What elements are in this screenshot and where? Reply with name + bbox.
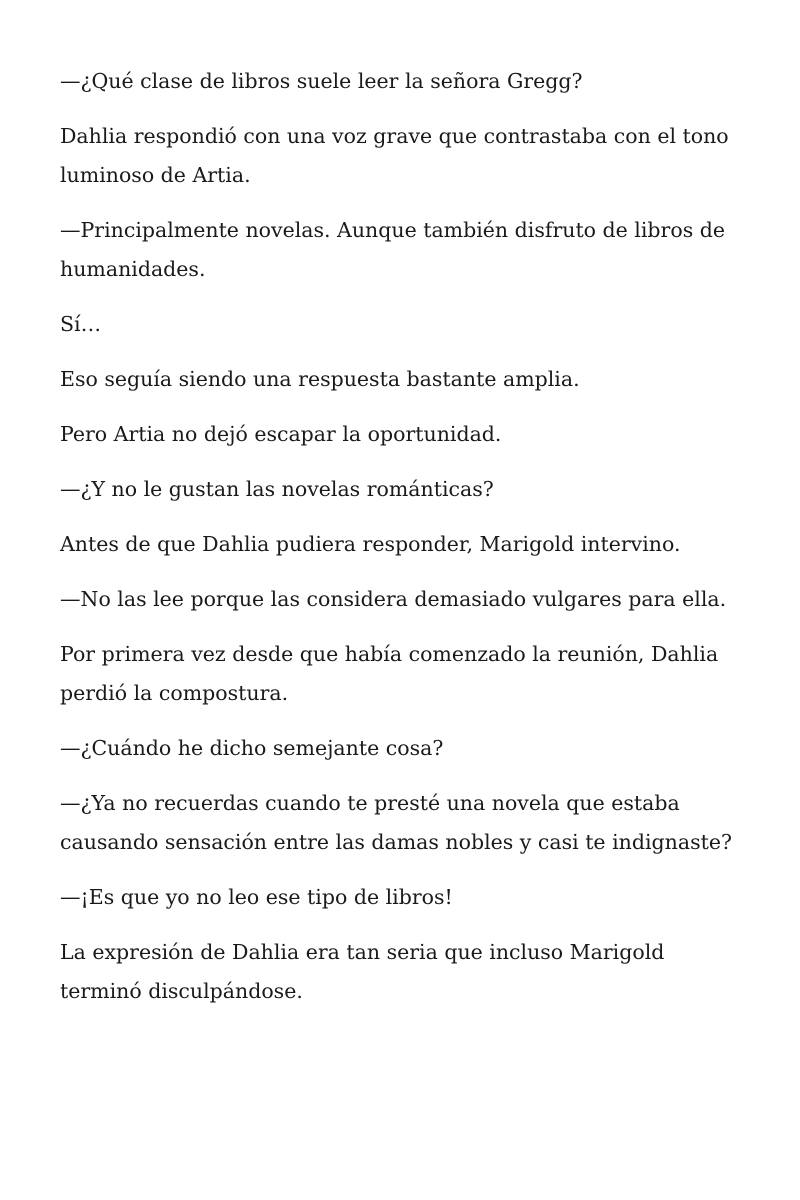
paragraph: Dahlia respondió con una voz grave que contrastaba con el tono luminoso de Artia. <box>60 124 729 187</box>
paragraph: Sí… <box>60 312 102 336</box>
paragraph: —¡Es que yo no leo ese tipo de libros! <box>60 885 453 909</box>
paragraph: —¿Qué clase de libros suele leer la señora Gregg? <box>60 69 583 93</box>
paragraph: La expresión de Dahlia era tan seria que incluso Marigold terminó disculpándose. <box>60 940 665 1003</box>
paragraph: —¿Cuándo he dicho semejante cosa? <box>60 736 444 760</box>
paragraph: —¿Ya no recuerdas cuando te presté una novela que estaba causando sensación entre las damas nobles y casi te indignaste? <box>60 791 732 854</box>
document-body <box>60 62 750 1027</box>
paragraph: —No las lee porque las considera demasiado vulgares para ella. <box>60 587 727 611</box>
paragraph: Eso seguía siendo una respuesta bastante amplia. <box>60 367 580 391</box>
paragraph: Pero Artia no dejó escapar la oportunidad. <box>60 422 502 446</box>
paragraph: —¿Y no le gustan las novelas románticas? <box>60 477 494 501</box>
paragraph: —Principalmente novelas. Aunque también disfruto de libros de humanidades. <box>60 218 725 281</box>
paragraph: Antes de que Dahlia pudiera responder, Marigold intervino. <box>60 532 681 556</box>
paragraph: Por primera vez desde que había comenzado la reunión, Dahlia perdió la compostura. <box>60 642 719 705</box>
